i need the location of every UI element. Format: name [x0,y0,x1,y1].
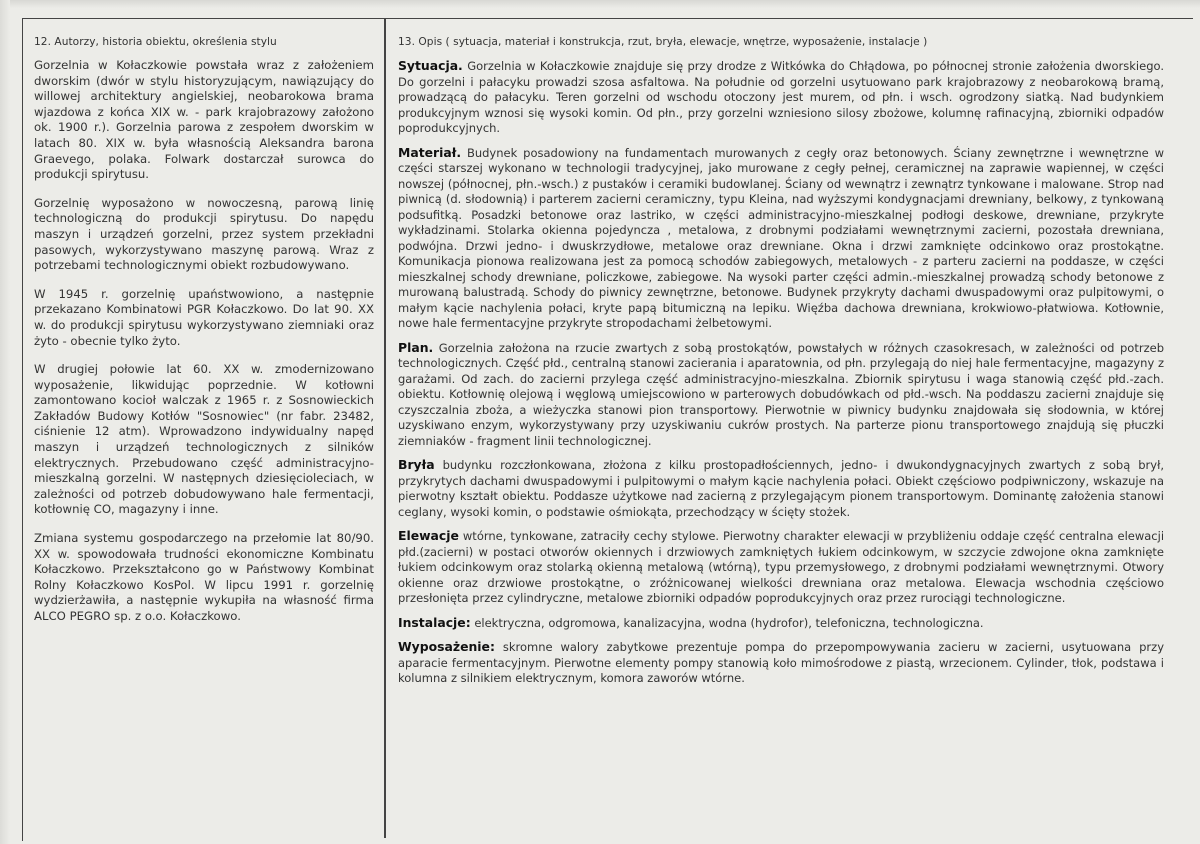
massing-section [398,457,1164,520]
history-paragraph: Zmiana systemu gospodarczego na przełomie lat 80/90. XX w. spowodowała trudności ekonomiczne Kombinatu Kołaczkowo. Przekształcono go w Państwowy Kombinat Rolny Kołaczkowo KosPol. W lipcu 1991 r. gorzelnię wydzierżawiła, a następnie wykupiła na własność firma ALCO PEGRO sp. z o.o. Kołaczkowo. [34,531,374,623]
section-text: skromne walory zabytkowe prezentuje pompa do przepompowywania zacieru w zacierni, usytuowana przy aparacie fermentacyjnym. Pierwotne elementy pompy stanowią koło mimośrodowe z piastą, wrzecionem. Cylinder, tłok, podstawa i kolumna z silnikiem elektrycznym, komora zaworów wtórne. [398,640,1165,685]
description-heading: 13. Opis ( sytuacja, materiał i konstrukcja, rzut, bryła, elewacje, wnętrze, wyposażenie, instalacje ) [398,36,928,48]
section-label: Sytuacja. [398,58,463,73]
section-text: wtórne, tynkowane, zatraciły cechy stylowe. Pierwotny charakter elewacji w przybliżeniu oddaje część centralna elewacji płd.(zacierni) w postaci otworów okiennych i drzwiowych zamkniętych łukiem odcinkowym, w szczycie zdwojone okna zamknięte łukiem odcinkowym oraz stolarką okienną metalową (wtórną), typu przemysłowego, z drobnymi podziałami wewnętrznymi. Otwory okienne oraz drzwiowe prostokątne, o zróżnicowanej wielkości drewniana oraz metalowa. Elewacja wschodnia częściowo przesłonięta przez cylindryczne, metalowe zbiorniki odpadów poprodukcyjnych oraz przez rurociągi technologiczne. [398,529,1165,605]
elevations-section [398,528,1164,607]
plan-section [398,340,1164,450]
section-label: Wyposażenie: [398,639,495,654]
section-text: Gorzelnia założona na rzucie zwartych z sobą prostokątów, powstałych w różnych czasokresach, w zależności od potrzeb technologicznych. Część płd., centralną stanowi zacierania i aparatownia, od płn. przylegają do niej hale fermentacyjne, magazyny z garażami. Od zach. do zacierni przylega część administracyjno-mieszkalna. Zbiornik spirytusu i waga stanowią część płd.-zach. obiektu. Kotłownię olejową i węglową umiejscowiono w parterowych dobudówkach od płd.-wsch. Na poddaszu zacierni znajduje się czyszczalnia zboża, a wieżyczka stanowi pion transportowy. Pierwotnie w piwnicy budynku znajdowała się słodownia, w której uzyskiwano enzym, wykorzystywany przy uzyskiwaniu cukrów prostych. Na parterze pionu transportowego znajdują się płuczki ziemniaków - fragment linii technologicznej. [398,340,1164,448]
history-paragraph: Gorzelnia w Kołaczkowie powstała wraz z założeniem dworskim (dwór w stylu historyzującym, nawiązujący do willowej architektury angielskiej, neobarokowa brama wjazdowa z końca XIX w. - park krajobrazowy założono ok. 1900 r.). Gorzelnia parowa z zespołem dworskim w latach 80. XIX w. była własnością Aleksandra barona Graevego, polaka. Folwark dostarczał surowca do produkcji spirytusu. [34,58,374,182]
column-divider [384,18,386,838]
equipment-section [398,639,1164,687]
section-label: Plan. [398,339,434,355]
section-text: Gorzelnia w Kołaczkowie znajduje się przy drodze z Witkówka do Chłądowa, po północnej stronie założenia dworskiego. Do gorzelni i pałacyku prowadzi szosa asfaltowa. Na południe od gorzelni usytuowano park krajobrazowy z neobarokową bramą, prowadzącą do pałacyku. Teren gorzelni od wschodu otoczony jest murem, od płn. i wsch. ogrodzony siatką. Nad budynkiem produkcyjnym wznosi się wysoki komin. Od płn., przy gorzelni wzniesiono silosy zbożowe, kolumnę rafinacyjną, zbiorniki odpadów poprodukcyjnych. [398,59,1164,135]
description-column [398,36,1164,695]
section-label: Materiał. [398,144,462,160]
installations-section [398,615,1164,632]
section-text: Budynek posadowiony na fundamentach murowanych z cegły oraz betonowych. Ściany zewnętrzne i wewnętrzne w części starszej wykonano w technologii tradycyjnej, jako murowane z cegły pełnej, ceramicznej na zaprawie wapiennej, w części nowszej (północnej, płn.-wsch.) z pustaków i ceramiki budowlanej. Ściany od wewnątrz i zewnątrz tynkowane i malowane. Strop nad piwnicą (d. słodownią) i parterem zacierni ceramiczny, typu Kleina, nad wyższymi kondygnacjami drewniany, belkowy, z tynkowaną podsufitką. Posadzki betonowe oraz lastriko, w części administracyjno-mieszkalnej podłogi deskowe, drewniane, przykryte wykładzinami. Stolarka okienna pojedyncza , metalowa, z drobnymi podziałami wewnętrznymi zacierni, pozostała drewniana, podwójna. Drzwi jedno- i dwuskrzydłowe, metalowe oraz drewniane. Okna i drzwi zamknięte odcinkowo oraz prostokątne. Komunikacja pionowa realizowana jest za pomocą schodów zabiegowych, metalowych - z parteru zacierni na poddasze, w części mieszkalnej schody drewniane, policzkowe, zabiegowe. Na wysoki parter części admin.-mieszkalnej prowadzą schody betonowe z murowaną balustradą. Schody do piwnicy zewnętrzne, betonowe. Budynek przykryty dachami dwuspadowymi oraz pulpitowymi, o małym kącie nachylenia połaci, kryte papą bitumiczną na lepiku. Więźba dachowa drewniana, krokwiowo-płatwiowa. Kotłownie, nowe hale fermentacyjne przykryte stropodachami żelbetowymi. [398,145,1164,330]
section-text: budynku rozczłonkowana, złożona z kilku prostopadłościennych, jedno- i dwukondygnacyjnych zwartych z sobą brył, przykrytych dachami dwuspadowymi i pulpitowymi o małym kącie nachylenia połaci. Obiekt częściowo podpiwniczony, wskazuje na pierwotny kształt obiektu. Poddasze użytkowe nad zacierną z przylegającym pionem transportowym. Dominantę założenia stanowi ceglany, wysoki komin, o podstawie ośmiokąta, przechodzący w ścięty stożek. [398,458,1164,519]
section-text: elektryczna, odgromowa, kanalizacyjna, wodna (hydrofor), telefoniczna, technologiczna. [474,615,984,630]
situation-section [398,58,1164,137]
section-label: Instalacje: [398,614,471,630]
section-label: Elewacje [398,528,459,543]
history-paragraph: W drugiej połowie lat 60. XX w. zmodernizowano wyposażenie, likwidując poprzednie. W kotłowni zamontowano kocioł walczak z 1965 r. z Sosnowieckich Zakładów Budowy Kotłów "Sosnowiec" (nr fabr. 23482, ciśnienie 12 atm). Wprowadzono indywidualny napęd maszyn i urządzeń technologicznych z silników elektrycznych. Przebudowano część administracyjno-mieszkalną gorzelni. W następnych dziesięcioleciach, w zależności od potrzeb dobudowywano hale fermentacji, kotłownię CO, magazyny i inne. [34,362,374,517]
history-paragraph: W 1945 r. gorzelnię upaństwowiono, a następnie przekazano Kombinatowi PGR Kołaczkowo. Do lat 90. XX w. do produkcji spirytusu wykorzystywano ziemniaki oraz żyto - obecnie tylko żyto. [34,286,374,348]
section-label: Bryła [398,457,435,472]
history-column [34,36,374,638]
history-paragraph: Gorzelnię wyposażono w nowoczesną, parową linię technologiczną do produkcji spirytusu. Do napędu maszyn i urządzeń gorzelni, przez system przekładni pasowych, wykorzystywano maszynę parową. Wraz z potrzebami technologicznymi obiekt rozbudowywano. [34,195,374,273]
scan-edge-top [0,0,1200,8]
scan-edge-left [0,0,10,844]
material-section [398,145,1164,332]
history-heading: 12. Autorzy, historia obiektu, określenia stylu [34,36,277,48]
